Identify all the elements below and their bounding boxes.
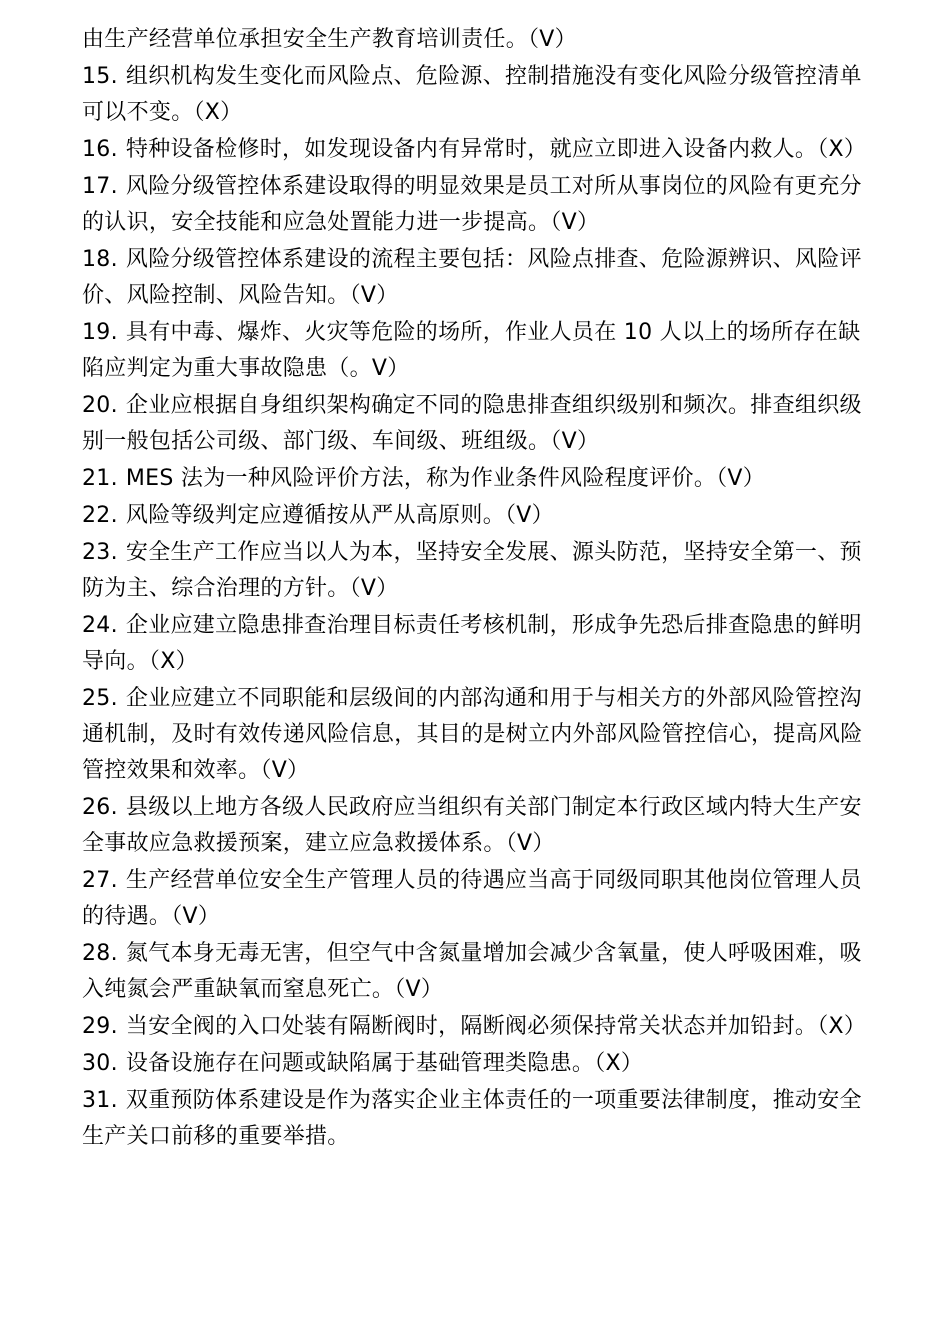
item-text: 企业应根据自身组织架构确定不同的隐患排查组织级别和频次。排查组织级别一般包括公司级、部门级、车间级、班组级。（V）	[82, 393, 862, 454]
item-text: 由生产经营单位承担安全生产教育培训责任。（V）	[82, 27, 577, 52]
item-text: MES 法为一种风险评价方法，称为作业条件风险程度评价。（V）	[125, 466, 766, 491]
item-text: 风险分级管控体系建设取得的明显效果是员工对所从事岗位的风险有更充分的认识，安全技能和应急处置能力进一步提高。（V）	[82, 174, 862, 235]
item-number: 19.	[82, 320, 118, 345]
item-number: 15.	[82, 64, 118, 89]
item-number: 25.	[82, 686, 118, 711]
item-text: 组织机构发生变化而风险点、危险源、控制措施没有变化风险分级管控清单可以不变。（X）	[82, 64, 862, 125]
item-number: 23.	[82, 540, 118, 565]
list-item	[82, 315, 882, 387]
list-item	[82, 242, 882, 314]
item-text: 具有中毒、爆炸、火灾等危险的场所，作业人员在 10 人以上的场所存在缺陷应判定为重大事故隐患（。V）	[82, 320, 861, 381]
item-number: 31.	[82, 1088, 118, 1113]
list-item	[82, 1009, 882, 1045]
item-number: 21.	[82, 466, 118, 491]
item-number: 27.	[82, 868, 118, 893]
item-text: 当安全阀的入口处装有隔断阀时，隔断阀必须保持常关状态并加铅封。（X）	[125, 1014, 867, 1039]
item-text: 双重预防体系建设是作为落实企业主体责任的一项重要法律制度，推动安全生产关口前移的重要举措。	[82, 1088, 862, 1149]
item-number: 22.	[82, 503, 118, 528]
list-item	[82, 936, 882, 1008]
item-number: 16.	[82, 137, 118, 162]
list-item	[82, 1083, 882, 1155]
list-item	[82, 22, 882, 58]
item-text: 特种设备检修时，如发现设备内有异常时，就应立即进入设备内救人。（X）	[125, 137, 867, 162]
item-text: 企业应建立隐患排查治理目标责任考核机制，形成争先恐后排查隐患的鲜明导向。（X）	[82, 613, 862, 674]
item-number: 18.	[82, 247, 118, 272]
item-number: 29.	[82, 1014, 118, 1039]
list-item	[82, 535, 882, 607]
list-item	[82, 790, 882, 862]
item-number: 24.	[82, 613, 118, 638]
item-text: 县级以上地方各级人民政府应当组织有关部门制定本行政区域内特大生产安全事故应急救援预案，建立应急救援体系。（V）	[82, 795, 862, 856]
list-item	[82, 461, 882, 497]
item-text: 设备设施存在问题或缺陷属于基础管理类隐患。（X）	[125, 1051, 644, 1076]
list-item	[82, 863, 882, 935]
item-text: 生产经营单位安全生产管理人员的待遇应当高于同级同职其他岗位管理人员的待遇。（V）	[82, 868, 862, 929]
list-item	[82, 608, 882, 680]
list-item	[82, 681, 882, 789]
item-number: 28.	[82, 941, 118, 966]
list-item	[82, 59, 882, 131]
item-number: 20.	[82, 393, 118, 418]
list-item	[82, 169, 882, 241]
document-page	[82, 22, 882, 1156]
list-item	[82, 388, 882, 460]
item-number: 26.	[82, 795, 118, 820]
item-number: 30.	[82, 1051, 118, 1076]
list-item	[82, 132, 882, 168]
item-text: 风险等级判定应遵循按从严从高原则。（V）	[125, 503, 554, 528]
item-text: 氮气本身无毒无害，但空气中含氮量增加会减少含氧量，使人呼吸困难，吸入纯氮会严重缺氧而窒息死亡。（V）	[82, 941, 862, 1002]
item-text: 企业应建立不同职能和层级间的内部沟通和用于与相关方的外部风险管控沟通机制，及时有效传递风险信息，其目的是树立内外部风险管控信心，提高风险管控效果和效率。（V）	[82, 686, 863, 783]
item-text: 安全生产工作应当以人为本，坚持安全发展、源头防范，坚持安全第一、预防为主、综合治理的方针。（V）	[82, 540, 862, 601]
list-item	[82, 1046, 882, 1082]
item-text: 风险分级管控体系建设的流程主要包括：风险点排查、危险源辨识、风险评价、风险控制、风险告知。（V）	[82, 247, 862, 308]
item-number: 17.	[82, 174, 118, 199]
list-item	[82, 498, 882, 534]
